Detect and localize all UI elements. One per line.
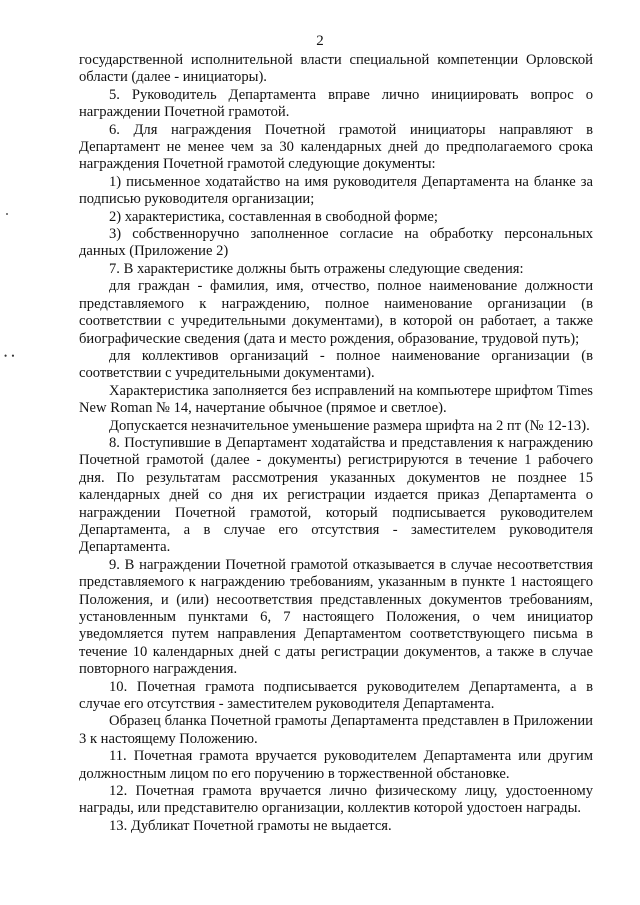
paragraph: 2) характеристика, составленная в свободной форме; xyxy=(109,208,438,225)
document-body xyxy=(79,52,593,835)
paragraph: 8. Поступившие в Департамент ходатайства и представления к награждению Почетной грамотой (далее - документы) регистрируются в течение 1 рабочего дня. По результатам рассмотрения указанных документов не позднее 15 календарных дней со дня их регистрации издается приказ Департамента о награждении Почетной грамотой, который подписывается руководителем Департамента, а в случае его отсутствия - заместителем руководителя Департамента. xyxy=(79,434,593,556)
scan-artifact: • • xyxy=(4,351,16,361)
paragraph: 9. В награждении Почетной грамотой отказывается в случае несоответствия представляемого к награждению требованиям, указанным в пункте 1 настоящего Положения, и (или) несоответствия представленных документов требованиям, установленным пунктами 6, 7 настоящего Положения, о чем инициатор уведомляется путем направления Департаментом соответствующего письма в течение 10 календарных дней с даты регистрации документов, а также в случае повторного награждения. xyxy=(79,556,593,678)
paragraph: для граждан - фамилия, имя, отчество, полное наименование должности представляемого к награждению, полное наименование организации (в соответствии с учредительными документами), в которой он работает, а также биографические сведения (дата и место рождения, образование, трудовой путь); xyxy=(79,278,593,347)
paragraph: 1) письменное ходатайство на имя руководителя Департамента на бланке за подписью руководителя организации; xyxy=(79,173,593,208)
paragraph: Образец бланка Почетной грамоты Департамента представлен в Приложении 3 к настоящему Положению. xyxy=(79,713,593,747)
paragraph: 5. Руководитель Департамента вправе лично инициировать вопрос о награждении Почетной грамотой. xyxy=(79,86,593,121)
paragraph: 12. Почетная грамота вручается лично физическому лицу, удостоенному награды, или представителю организации, коллектив которой удостоен награды. xyxy=(79,783,593,817)
paragraph: 6. Для награждения Почетной грамотой инициаторы направляют в Департамент не менее чем за 30 календарных дней до предполагаемого срока награждения Почетной грамотой следующие документы: xyxy=(79,121,593,173)
paragraph: государственной исполнительной власти специальной компетенции Орловской области (далее - инициаторы). xyxy=(79,52,593,86)
paragraph: Характеристика заполняется без исправлений на компьютере шрифтом Times New Roman № 14, начертание обычное (прямое и светлое). xyxy=(79,382,593,417)
paragraph: 3) собственноручно заполненное согласие на обработку персональных данных (Приложение 2) xyxy=(79,226,593,260)
paragraph: 10. Почетная грамота подписывается руководителем Департамента, а в случае его отсутствия - заместителем руководителя Департамента. xyxy=(79,678,593,713)
paragraph: 11. Почетная грамота вручается руководителем Департамента или другим должностным лицом по его поручению в торжественной обстановке. xyxy=(79,748,593,782)
paragraph: 7. В характеристике должны быть отражены следующие сведения: xyxy=(109,260,524,277)
paragraph: 13. Дубликат Почетной грамоты не выдается. xyxy=(109,817,392,834)
paragraph: для коллективов организаций - полное наименование организации (в соответствии с учредительными документами). xyxy=(79,347,593,382)
paragraph: Допускается незначительное уменьшение размера шрифта на 2 пт (№ 12-13). xyxy=(109,417,590,434)
page-number: 2 xyxy=(316,33,324,49)
scan-artifact xyxy=(6,213,8,215)
